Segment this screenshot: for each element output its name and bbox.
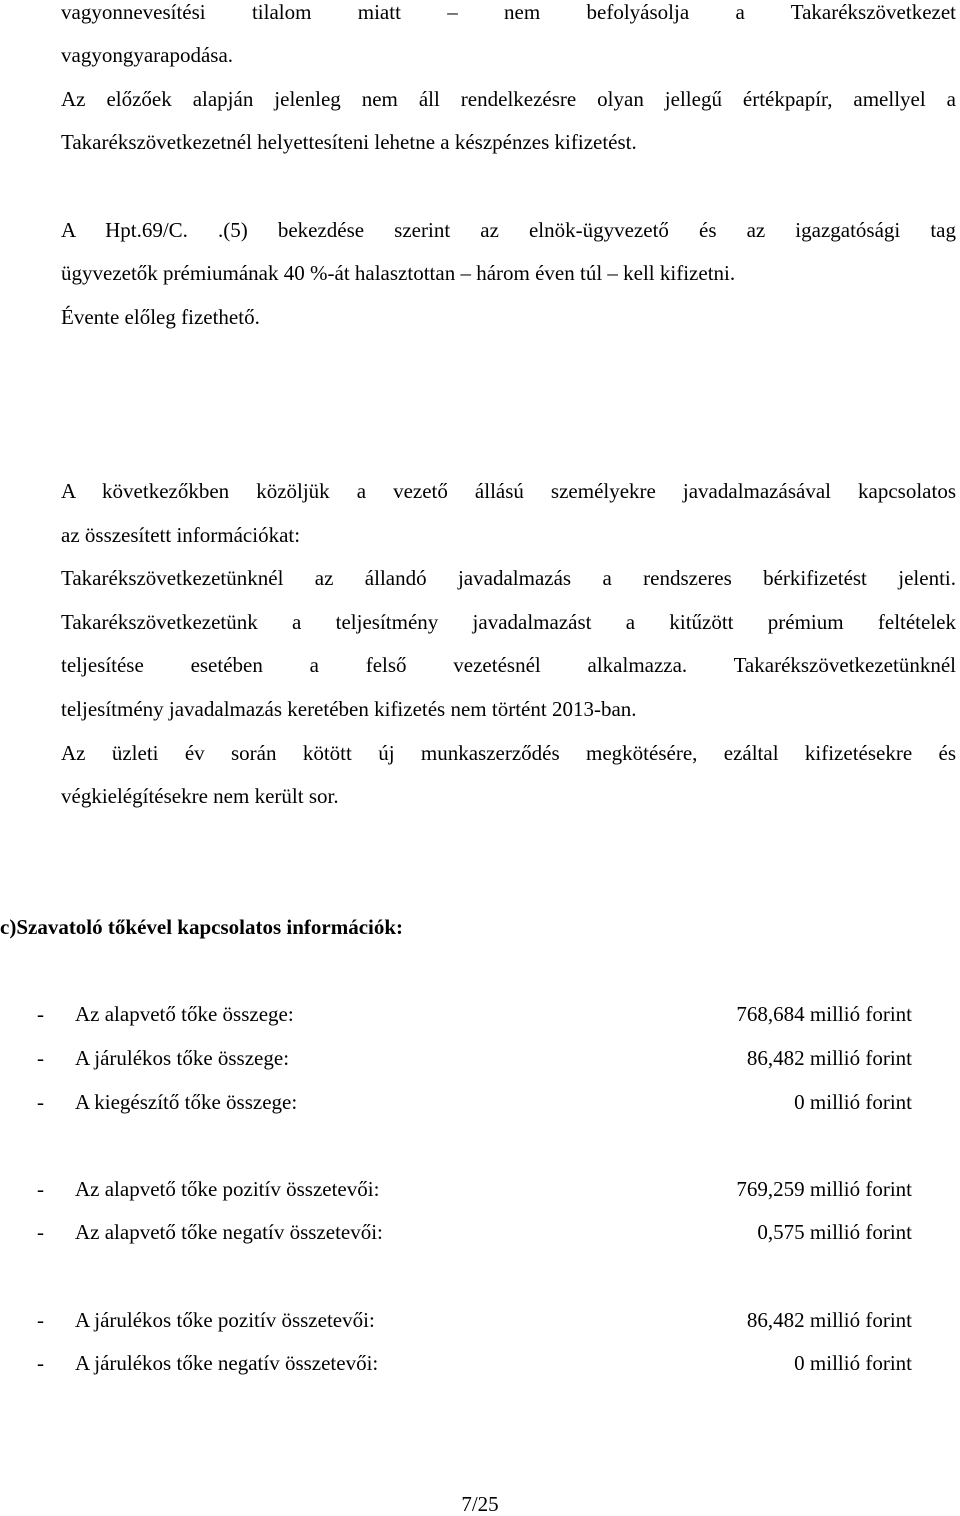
capital-item-label: A járulékos tőke pozitív összetevői: — [75, 1308, 375, 1332]
paragraph-3-line-7: Az üzleti év során kötött új munkaszerződés megkötésére, ezáltal kifizetésekre és — [61, 741, 956, 765]
capital-item-label: A járulékos tőke negatív összetevői: — [75, 1351, 379, 1375]
capital-item — [37, 1177, 912, 1201]
paragraph-3-line-4: Takarékszövetkezetünk a teljesítmény javadalmazást a kitűzött prémium feltételek — [61, 610, 956, 634]
paragraph-2-line-2: ügyvezetők prémiumának 40 %-át halasztottan – három éven túl – kell kifizetni. — [61, 261, 736, 285]
list-dash: - — [37, 1090, 44, 1114]
paragraph-3-line-3: Takarékszövetkezetünknél az állandó javadalmazás a rendszeres bérkifizetést jelenti. — [61, 566, 956, 590]
list-dash: - — [37, 1177, 44, 1201]
paragraph-1-line-4: Takarékszövetkezetnél helyettesíteni lehetne a készpénzes kifizetést. — [61, 130, 637, 154]
paragraph-1-line-2: vagyongyarapodása. — [61, 43, 234, 67]
list-dash: - — [37, 1046, 44, 1070]
capital-item-value: 0,575 millió forint — [757, 1220, 912, 1244]
capital-item-value: 0 millió forint — [794, 1090, 912, 1114]
capital-item-label: A járulékos tőke összege: — [75, 1046, 290, 1070]
section-heading: c)Szavatoló tőkével kapcsolatos információk: — [0, 915, 404, 939]
page-number: 7/25 — [461, 1492, 499, 1516]
paragraph-3-line-8: végkielégítésekre nem került sor. — [61, 784, 339, 808]
paragraph-2-line-3: Évente előleg fizethető. — [61, 305, 260, 329]
capital-item-value: 86,482 millió forint — [746, 1308, 912, 1332]
list-dash: - — [37, 1308, 44, 1332]
paragraph-2-line-1: A Hpt.69/C. .(5) bekezdése szerint az elnök-ügyvezető és az igazgatósági tag — [61, 218, 956, 242]
list-dash: - — [37, 1220, 44, 1244]
list-dash: - — [37, 1351, 44, 1375]
capital-item-label: Az alapvető tőke pozitív összetevői: — [75, 1177, 380, 1201]
paragraph-3-line-5: teljesítése esetében a felső vezetésnél alkalmazza. Takarékszövetkezetünknél — [61, 653, 956, 677]
paragraph-1-line-3: Az előzőek alapján jelenleg nem áll rendelkezésre olyan jellegű értékpapír, amellyel a — [61, 87, 956, 111]
capital-item — [37, 1090, 912, 1114]
paragraph-3-line-6: teljesítmény javadalmazás keretében kifizetés nem történt 2013-ban. — [61, 697, 637, 721]
capital-item — [37, 1002, 912, 1026]
capital-item — [37, 1220, 912, 1244]
paragraph-1-line-1: vagyonnevesítési tilalom miatt – nem befolyásolja a Takarékszövetkezet — [61, 0, 956, 24]
capital-item-value: 0 millió forint — [794, 1351, 912, 1375]
capital-item-value: 769,259 millió forint — [736, 1177, 912, 1201]
capital-item-value: 86,482 millió forint — [746, 1046, 912, 1070]
capital-item-value: 768,684 millió forint — [736, 1002, 912, 1026]
capital-item — [37, 1046, 912, 1070]
capital-item-label: Az alapvető tőke összege: — [75, 1002, 294, 1026]
capital-item-label: Az alapvető tőke negatív összetevői: — [75, 1220, 383, 1244]
paragraph-3-line-1: A következőkben közöljük a vezető állású személyekre javadalmazásával kapcsolatos — [61, 479, 956, 503]
list-dash: - — [37, 1002, 44, 1026]
capital-item-label: A kiegészítő tőke összege: — [75, 1090, 298, 1114]
capital-item — [37, 1308, 912, 1332]
capital-item — [37, 1351, 912, 1375]
paragraph-3-line-2: az összesített információkat: — [61, 523, 301, 547]
